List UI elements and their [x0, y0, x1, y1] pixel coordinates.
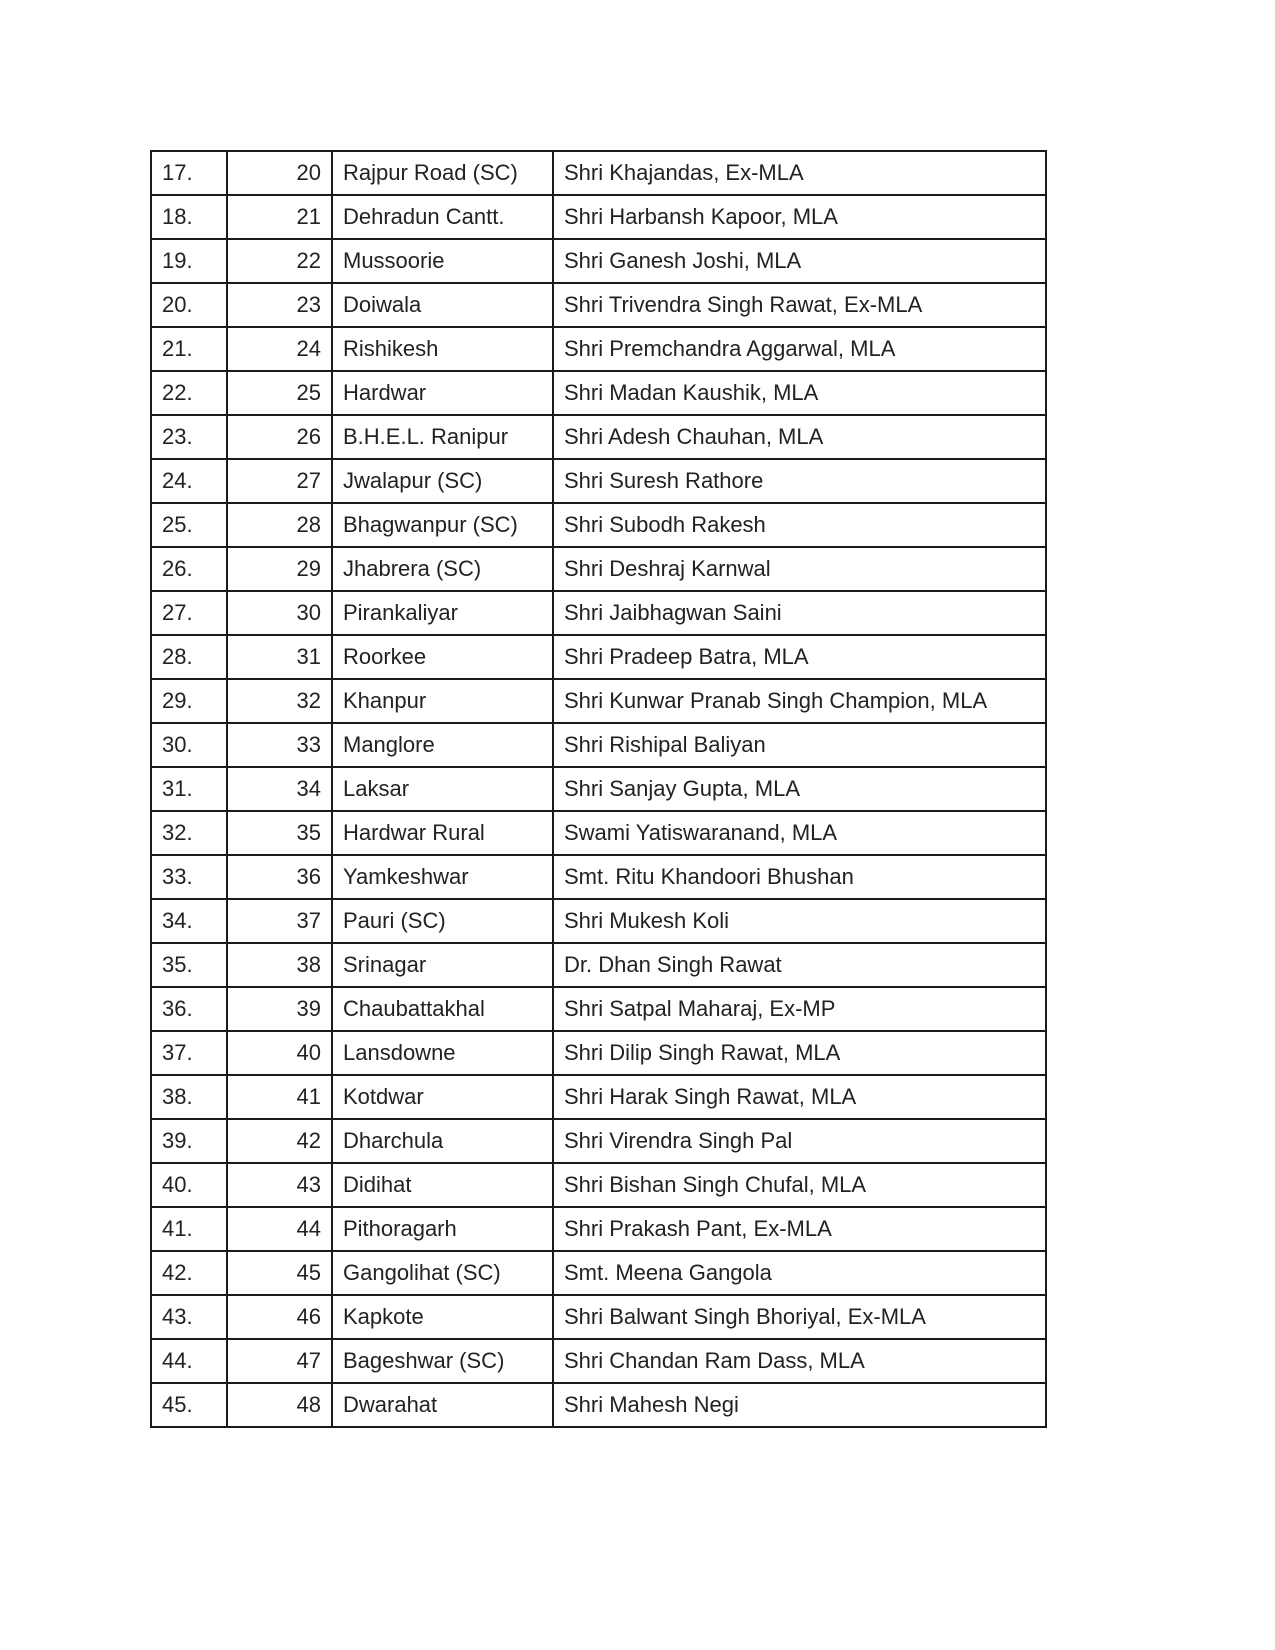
candidate-name-cell: Shri Virendra Singh Pal — [553, 1119, 1046, 1163]
candidate-name-cell: Swami Yatiswaranand, MLA — [553, 811, 1046, 855]
candidate-name-cell: Shri Harbansh Kapoor, MLA — [553, 195, 1046, 239]
constituency-name-cell: Rajpur Road (SC) — [332, 151, 553, 195]
constituency-number-cell: 31 — [227, 635, 332, 679]
candidate-name-cell: Smt. Ritu Khandoori Bhushan — [553, 855, 1046, 899]
table-row — [151, 811, 1046, 855]
table-row — [151, 767, 1046, 811]
constituency-name-cell: Manglore — [332, 723, 553, 767]
serial-number-cell: 31. — [151, 767, 227, 811]
serial-number-cell: 18. — [151, 195, 227, 239]
constituency-number-cell: 47 — [227, 1339, 332, 1383]
constituency-number-cell: 30 — [227, 591, 332, 635]
constituency-number-cell: 25 — [227, 371, 332, 415]
constituency-name-cell: Lansdowne — [332, 1031, 553, 1075]
candidate-name-cell: Shri Dilip Singh Rawat, MLA — [553, 1031, 1046, 1075]
table-row — [151, 1119, 1046, 1163]
table-row — [151, 547, 1046, 591]
constituency-number-cell: 28 — [227, 503, 332, 547]
constituency-name-cell: Hardwar — [332, 371, 553, 415]
constituency-number-cell: 22 — [227, 239, 332, 283]
table-row — [151, 503, 1046, 547]
candidate-name-cell: Smt. Meena Gangola — [553, 1251, 1046, 1295]
serial-number-cell: 34. — [151, 899, 227, 943]
table-row — [151, 723, 1046, 767]
constituency-number-cell: 27 — [227, 459, 332, 503]
table-row — [151, 195, 1046, 239]
constituency-number-cell: 21 — [227, 195, 332, 239]
candidate-table-body — [151, 151, 1046, 1427]
constituency-name-cell: Chaubattakhal — [332, 987, 553, 1031]
candidate-name-cell: Shri Mahesh Negi — [553, 1383, 1046, 1427]
serial-number-cell: 35. — [151, 943, 227, 987]
table-row — [151, 239, 1046, 283]
table-row — [151, 415, 1046, 459]
serial-number-cell: 22. — [151, 371, 227, 415]
candidate-name-cell: Shri Chandan Ram Dass, MLA — [553, 1339, 1046, 1383]
table-row — [151, 1207, 1046, 1251]
serial-number-cell: 38. — [151, 1075, 227, 1119]
table-row — [151, 1163, 1046, 1207]
serial-number-cell: 30. — [151, 723, 227, 767]
constituency-number-cell: 35 — [227, 811, 332, 855]
constituency-number-cell: 42 — [227, 1119, 332, 1163]
constituency-name-cell: Didihat — [332, 1163, 553, 1207]
table-row — [151, 459, 1046, 503]
constituency-name-cell: Jhabrera (SC) — [332, 547, 553, 591]
table-row — [151, 1295, 1046, 1339]
serial-number-cell: 39. — [151, 1119, 227, 1163]
candidate-name-cell: Dr. Dhan Singh Rawat — [553, 943, 1046, 987]
serial-number-cell: 43. — [151, 1295, 227, 1339]
serial-number-cell: 20. — [151, 283, 227, 327]
constituency-number-cell: 33 — [227, 723, 332, 767]
constituency-name-cell: Mussoorie — [332, 239, 553, 283]
table-row — [151, 371, 1046, 415]
constituency-name-cell: Pirankaliyar — [332, 591, 553, 635]
candidate-name-cell: Shri Premchandra Aggarwal, MLA — [553, 327, 1046, 371]
constituency-number-cell: 20 — [227, 151, 332, 195]
table-row — [151, 591, 1046, 635]
constituency-name-cell: Pithoragarh — [332, 1207, 553, 1251]
serial-number-cell: 41. — [151, 1207, 227, 1251]
candidate-name-cell: Shri Satpal Maharaj, Ex-MP — [553, 987, 1046, 1031]
constituency-name-cell: Gangolihat (SC) — [332, 1251, 553, 1295]
constituency-name-cell: Jwalapur (SC) — [332, 459, 553, 503]
candidate-name-cell: Shri Jaibhagwan Saini — [553, 591, 1046, 635]
constituency-name-cell: Laksar — [332, 767, 553, 811]
constituency-number-cell: 44 — [227, 1207, 332, 1251]
candidate-name-cell: Shri Bishan Singh Chufal, MLA — [553, 1163, 1046, 1207]
serial-number-cell: 29. — [151, 679, 227, 723]
candidate-name-cell: Shri Sanjay Gupta, MLA — [553, 767, 1046, 811]
constituency-name-cell: Kotdwar — [332, 1075, 553, 1119]
candidate-name-cell: Shri Trivendra Singh Rawat, Ex-MLA — [553, 283, 1046, 327]
candidate-name-cell: Shri Suresh Rathore — [553, 459, 1046, 503]
serial-number-cell: 37. — [151, 1031, 227, 1075]
constituency-number-cell: 39 — [227, 987, 332, 1031]
constituency-number-cell: 32 — [227, 679, 332, 723]
serial-number-cell: 27. — [151, 591, 227, 635]
candidate-name-cell: Shri Khajandas, Ex-MLA — [553, 151, 1046, 195]
table-row — [151, 855, 1046, 899]
constituency-name-cell: Yamkeshwar — [332, 855, 553, 899]
constituency-number-cell: 46 — [227, 1295, 332, 1339]
constituency-number-cell: 48 — [227, 1383, 332, 1427]
constituency-name-cell: Bhagwanpur (SC) — [332, 503, 553, 547]
constituency-number-cell: 38 — [227, 943, 332, 987]
constituency-name-cell: Srinagar — [332, 943, 553, 987]
constituency-number-cell: 36 — [227, 855, 332, 899]
serial-number-cell: 21. — [151, 327, 227, 371]
constituency-name-cell: Doiwala — [332, 283, 553, 327]
serial-number-cell: 24. — [151, 459, 227, 503]
candidate-name-cell: Shri Rishipal Baliyan — [553, 723, 1046, 767]
candidate-name-cell: Shri Kunwar Pranab Singh Champion, MLA — [553, 679, 1046, 723]
table-row — [151, 943, 1046, 987]
constituency-number-cell: 29 — [227, 547, 332, 591]
serial-number-cell: 28. — [151, 635, 227, 679]
table-row — [151, 327, 1046, 371]
serial-number-cell: 19. — [151, 239, 227, 283]
constituency-name-cell: Bageshwar (SC) — [332, 1339, 553, 1383]
serial-number-cell: 33. — [151, 855, 227, 899]
serial-number-cell: 44. — [151, 1339, 227, 1383]
constituency-number-cell: 37 — [227, 899, 332, 943]
table-row — [151, 1339, 1046, 1383]
constituency-number-cell: 41 — [227, 1075, 332, 1119]
table-row — [151, 1251, 1046, 1295]
serial-number-cell: 45. — [151, 1383, 227, 1427]
candidate-name-cell: Shri Subodh Rakesh — [553, 503, 1046, 547]
constituency-name-cell: Dwarahat — [332, 1383, 553, 1427]
candidate-name-cell: Shri Ganesh Joshi, MLA — [553, 239, 1046, 283]
constituency-name-cell: Hardwar Rural — [332, 811, 553, 855]
candidate-name-cell: Shri Pradeep Batra, MLA — [553, 635, 1046, 679]
table-row — [151, 635, 1046, 679]
constituency-number-cell: 40 — [227, 1031, 332, 1075]
constituency-number-cell: 23 — [227, 283, 332, 327]
serial-number-cell: 32. — [151, 811, 227, 855]
serial-number-cell: 25. — [151, 503, 227, 547]
table-row — [151, 987, 1046, 1031]
candidate-name-cell: Shri Harak Singh Rawat, MLA — [553, 1075, 1046, 1119]
table-row — [151, 283, 1046, 327]
serial-number-cell: 42. — [151, 1251, 227, 1295]
table-row — [151, 1383, 1046, 1427]
serial-number-cell: 17. — [151, 151, 227, 195]
table-row — [151, 899, 1046, 943]
constituency-name-cell: Dehradun Cantt. — [332, 195, 553, 239]
constituency-name-cell: Pauri (SC) — [332, 899, 553, 943]
constituency-number-cell: 43 — [227, 1163, 332, 1207]
constituency-number-cell: 26 — [227, 415, 332, 459]
constituency-name-cell: Khanpur — [332, 679, 553, 723]
table-row — [151, 1031, 1046, 1075]
constituency-number-cell: 34 — [227, 767, 332, 811]
candidate-table — [150, 150, 1047, 1428]
serial-number-cell: 23. — [151, 415, 227, 459]
constituency-name-cell: Kapkote — [332, 1295, 553, 1339]
table-row — [151, 1075, 1046, 1119]
constituency-name-cell: Rishikesh — [332, 327, 553, 371]
constituency-number-cell: 45 — [227, 1251, 332, 1295]
serial-number-cell: 40. — [151, 1163, 227, 1207]
candidate-name-cell: Shri Adesh Chauhan, MLA — [553, 415, 1046, 459]
candidate-name-cell: Shri Mukesh Koli — [553, 899, 1046, 943]
candidate-name-cell: Shri Deshraj Karnwal — [553, 547, 1046, 591]
table-row — [151, 679, 1046, 723]
candidate-name-cell: Shri Prakash Pant, Ex-MLA — [553, 1207, 1046, 1251]
candidate-name-cell: Shri Balwant Singh Bhoriyal, Ex-MLA — [553, 1295, 1046, 1339]
constituency-name-cell: Roorkee — [332, 635, 553, 679]
candidate-name-cell: Shri Madan Kaushik, MLA — [553, 371, 1046, 415]
table-row — [151, 151, 1046, 195]
serial-number-cell: 26. — [151, 547, 227, 591]
constituency-number-cell: 24 — [227, 327, 332, 371]
serial-number-cell: 36. — [151, 987, 227, 1031]
constituency-name-cell: B.H.E.L. Ranipur — [332, 415, 553, 459]
constituency-name-cell: Dharchula — [332, 1119, 553, 1163]
